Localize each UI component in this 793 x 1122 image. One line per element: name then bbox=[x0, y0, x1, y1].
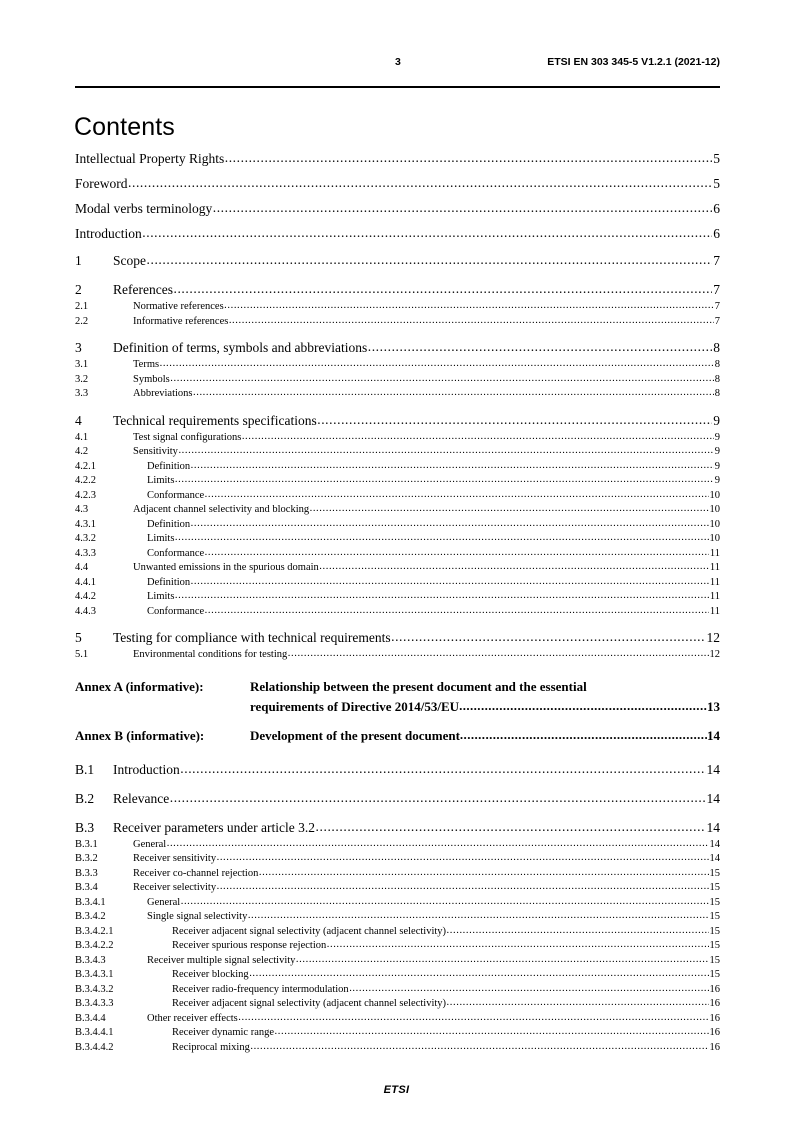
toc-entry-label: Receiver dynamic range bbox=[172, 1027, 275, 1038]
toc-entry-number: 1 bbox=[75, 253, 82, 268]
toc-entry-label: Limits bbox=[147, 591, 175, 602]
toc-annex-entry[interactable] bbox=[75, 677, 720, 717]
toc-entry[interactable] bbox=[75, 300, 720, 315]
toc-entry-number: 5 bbox=[75, 630, 82, 645]
toc-dot-leader bbox=[217, 880, 709, 895]
toc-entry[interactable] bbox=[75, 1012, 720, 1027]
toc-entry-page: 9 bbox=[714, 475, 720, 486]
toc-entry-page: 14 bbox=[709, 838, 720, 850]
toc-entry[interactable] bbox=[75, 789, 720, 809]
toc-entry-page: 11 bbox=[709, 576, 720, 588]
toc-annex-title-line bbox=[250, 677, 720, 697]
toc-dot-leader bbox=[147, 250, 713, 270]
toc-dot-leader bbox=[193, 386, 714, 401]
toc-entry[interactable] bbox=[75, 867, 720, 882]
toc-dot-leader bbox=[259, 866, 709, 881]
toc-dot-leader bbox=[167, 837, 709, 852]
toc-entry-label: Definition bbox=[147, 518, 191, 530]
toc-entry-page: 10 bbox=[709, 504, 720, 515]
toc-entry-number: 2.1 bbox=[75, 301, 89, 312]
toc-entry[interactable] bbox=[75, 503, 720, 518]
toc-entry-number: 3.1 bbox=[75, 359, 89, 370]
toc-annex-title-text: Development of the present document bbox=[250, 727, 460, 743]
toc-entry-page: 9 bbox=[714, 460, 720, 472]
toc-entry-number: B.3.4.3.1 bbox=[75, 969, 114, 980]
toc-entry-label: Receiver multiple signal selectivity bbox=[147, 954, 296, 966]
toc-entry-label: Adjacent channel selectivity and blocking bbox=[133, 504, 310, 515]
toc-entry-number: 2 bbox=[75, 282, 82, 297]
toc-entry[interactable] bbox=[75, 852, 720, 867]
toc-entry-label: Environmental conditions for testing bbox=[133, 649, 288, 660]
toc-entry[interactable] bbox=[75, 760, 720, 780]
toc-entry-number: B.1 bbox=[75, 761, 95, 777]
toc-entry-label: Receiver sensitivity bbox=[133, 853, 217, 864]
toc-dot-leader bbox=[249, 967, 708, 982]
toc-spacer bbox=[75, 663, 720, 677]
toc-entry-number: 4.1 bbox=[75, 431, 89, 443]
toc-dot-leader bbox=[288, 647, 709, 662]
toc-entry-number: B.3 bbox=[75, 819, 95, 835]
toc-dot-leader bbox=[175, 589, 709, 604]
page-title: Contents bbox=[74, 112, 175, 141]
toc-entry-label: Conformance bbox=[147, 605, 205, 617]
toc-entry-page: 15 bbox=[709, 867, 720, 879]
toc-entry-page: 7 bbox=[713, 253, 720, 268]
toc-entry-number: 4.4 bbox=[75, 562, 89, 573]
toc-entry-label: Receiver blocking bbox=[172, 969, 249, 980]
toc-annex-entry[interactable] bbox=[75, 726, 720, 746]
toc-entry-label: General bbox=[147, 896, 181, 908]
toc-dot-leader bbox=[170, 372, 713, 387]
toc-entry[interactable] bbox=[75, 590, 720, 605]
toc-dot-leader bbox=[275, 1025, 709, 1040]
toc-entry-page: 6 bbox=[713, 201, 720, 216]
toc-dot-leader bbox=[224, 299, 714, 314]
toc-entry[interactable] bbox=[75, 1026, 720, 1041]
toc-entry-page: 16 bbox=[709, 1012, 720, 1024]
toc-entry-label: Introduction bbox=[113, 761, 180, 777]
toc-entry[interactable] bbox=[75, 576, 720, 591]
toc-annex-title-text: Relationship between the present document and the essential bbox=[250, 678, 587, 694]
toc-entry[interactable] bbox=[75, 925, 720, 940]
toc-entry-page: 15 bbox=[709, 954, 720, 966]
toc-entry-page: 10 bbox=[709, 533, 720, 544]
toc-entry-number: B.3.3 bbox=[75, 867, 98, 879]
toc-entry-label: Receiver co-channel rejection bbox=[133, 867, 259, 879]
toc-entry-page: 9 bbox=[714, 431, 720, 443]
toc-entry-label: Receiver spurious response rejection bbox=[172, 940, 327, 951]
toc-entry-page: 15 bbox=[709, 882, 720, 893]
toc-dot-leader bbox=[160, 357, 714, 372]
toc-entry-page: 16 bbox=[709, 1027, 720, 1038]
toc-dot-leader bbox=[316, 817, 706, 837]
toc-entry-label: Unwanted emissions in the spurious domain bbox=[133, 562, 319, 573]
toc-annex-title-line bbox=[250, 726, 720, 746]
toc-entry-label: General bbox=[133, 838, 167, 850]
toc-entry-page: 13 bbox=[707, 698, 720, 714]
toc-entry[interactable] bbox=[75, 818, 720, 838]
toc-entry-label: Conformance bbox=[147, 489, 205, 501]
page-header bbox=[75, 56, 720, 74]
toc-dot-leader bbox=[225, 145, 713, 170]
toc-entry-label: References bbox=[113, 282, 173, 297]
toc-entry-label: Symbols bbox=[133, 373, 170, 385]
toc-entry[interactable] bbox=[75, 896, 720, 911]
toc-entry-page: 16 bbox=[709, 983, 720, 995]
toc-entry-label: Receiver radio-frequency intermodulation bbox=[172, 983, 349, 995]
toc-entry-number: 5.1 bbox=[75, 649, 89, 660]
toc-entry-label: Relevance bbox=[113, 790, 170, 806]
toc-entry[interactable] bbox=[75, 954, 720, 969]
toc-annex-label: Annex A (informative): bbox=[75, 678, 204, 694]
toc-entry-page: 14 bbox=[706, 761, 720, 777]
toc-entry-number: 4.3.3 bbox=[75, 547, 96, 559]
toc-entry-label: Terms bbox=[133, 359, 160, 370]
toc-dot-leader bbox=[213, 195, 713, 220]
toc-dot-leader bbox=[180, 759, 705, 779]
toc-entry[interactable] bbox=[75, 431, 720, 446]
toc-entry-page: 11 bbox=[709, 591, 720, 602]
toc-entry[interactable] bbox=[75, 518, 720, 533]
toc-dot-leader bbox=[296, 953, 709, 968]
toc-entry[interactable] bbox=[75, 489, 720, 504]
toc-entry-label: Reciprocal mixing bbox=[172, 1041, 250, 1053]
toc-entry-page: 8 bbox=[714, 373, 720, 385]
toc-entry-label: Technical requirements specifications bbox=[113, 412, 317, 428]
toc-entry-page: 11 bbox=[709, 605, 720, 617]
toc-dot-leader bbox=[205, 488, 709, 503]
toc-entry-label: Receiver parameters under article 3.2 bbox=[113, 819, 316, 835]
toc-annex-label: Annex B (informative): bbox=[75, 727, 205, 743]
toc-entry-number: B.3.4.4.1 bbox=[75, 1027, 114, 1038]
toc-annex-title bbox=[250, 726, 720, 746]
toc-entry[interactable] bbox=[75, 411, 720, 431]
page-number-folio: 3 bbox=[395, 56, 401, 68]
toc-entry-number: B.3.4.2.2 bbox=[75, 940, 114, 951]
toc-dot-leader bbox=[175, 531, 709, 546]
toc-entry[interactable] bbox=[75, 605, 720, 620]
toc-entry-label: Limits bbox=[147, 475, 175, 486]
toc-entry-number: 4.2.1 bbox=[75, 460, 96, 472]
toc-entry[interactable] bbox=[75, 968, 720, 983]
toc-dot-leader bbox=[217, 851, 709, 866]
toc-dot-leader bbox=[368, 337, 713, 357]
toc-entry-number: 3.3 bbox=[75, 388, 89, 399]
toc-entry-label: Receiver selectivity bbox=[133, 882, 217, 893]
toc-dot-leader bbox=[238, 1011, 708, 1026]
toc-entry-page: 16 bbox=[709, 998, 720, 1009]
toc-entry-label: Scope bbox=[113, 253, 146, 268]
toc-dot-leader bbox=[319, 560, 709, 575]
toc-entry-page: 15 bbox=[709, 911, 720, 922]
toc-entry-number: B.3.4.4.2 bbox=[75, 1041, 114, 1053]
toc-entry[interactable] bbox=[75, 196, 720, 221]
toc-entry-label: Test signal configurations bbox=[133, 431, 242, 443]
toc-entry-number: B.3.4.4 bbox=[75, 1012, 106, 1024]
toc-dot-leader bbox=[460, 725, 707, 745]
toc-entry[interactable] bbox=[75, 997, 720, 1012]
toc-entry-label: Receiver adjacent signal selectivity (adjacent channel selectivity) bbox=[172, 925, 447, 937]
toc-dot-leader bbox=[349, 982, 708, 997]
toc-spacer bbox=[75, 746, 720, 760]
toc-entry-label: Definition of terms, symbols and abbreviations bbox=[113, 340, 368, 355]
toc-entry-page: 8 bbox=[713, 340, 720, 355]
toc-entry-page: 5 bbox=[713, 151, 720, 166]
toc-entry-label: Abbreviations bbox=[133, 388, 193, 399]
toc-entry-number: 4.3.1 bbox=[75, 518, 96, 530]
toc-entry-number: B.3.4 bbox=[75, 882, 98, 893]
toc-entry-label: Sensitivity bbox=[133, 446, 178, 457]
toc-entry-page: 7 bbox=[713, 282, 720, 297]
toc-entry-number: 4.2 bbox=[75, 446, 89, 457]
toc-entry-label: Receiver adjacent signal selectivity (adjacent channel selectivity) bbox=[172, 998, 447, 1009]
toc-entry-number: 4.3 bbox=[75, 504, 89, 515]
toc-entry[interactable] bbox=[75, 338, 720, 358]
toc-entry-label: Single signal selectivity bbox=[147, 911, 248, 922]
toc-entry[interactable] bbox=[75, 387, 720, 402]
toc-entry-number: B.3.4.3 bbox=[75, 954, 106, 966]
toc-entry-number: 2.2 bbox=[75, 315, 89, 327]
toc-entry-page: 16 bbox=[709, 1041, 720, 1053]
toc-entry[interactable] bbox=[75, 628, 720, 648]
toc-entry[interactable] bbox=[75, 373, 720, 388]
toc-entry-label: Testing for compliance with technical requirements bbox=[113, 630, 391, 645]
toc-entry[interactable] bbox=[75, 1041, 720, 1056]
toc-entry-number: B.3.4.2 bbox=[75, 911, 106, 922]
toc-entry-label: Foreword bbox=[75, 176, 128, 191]
toc-entry[interactable] bbox=[75, 881, 720, 896]
toc-dot-leader bbox=[229, 314, 714, 329]
toc-entry[interactable] bbox=[75, 280, 720, 300]
toc-dot-leader bbox=[248, 909, 709, 924]
toc-entry[interactable] bbox=[75, 561, 720, 576]
toc-dot-leader bbox=[447, 996, 709, 1011]
toc-dot-leader bbox=[191, 575, 709, 590]
toc-dot-leader bbox=[175, 473, 714, 488]
toc-entry[interactable] bbox=[75, 532, 720, 547]
toc-entry-page: 15 bbox=[709, 969, 720, 980]
toc-entry-label: Intellectual Property Rights bbox=[75, 151, 225, 166]
toc-entry[interactable] bbox=[75, 983, 720, 998]
toc-entry-label: Other receiver effects bbox=[147, 1012, 238, 1024]
toc-dot-leader bbox=[128, 170, 712, 195]
toc-entry[interactable] bbox=[75, 474, 720, 489]
toc-annex-title-text: requirements of Directive 2014/53/EU bbox=[250, 698, 460, 714]
toc-entry[interactable] bbox=[75, 547, 720, 562]
toc-entry[interactable] bbox=[75, 910, 720, 925]
toc-entry-page: 9 bbox=[714, 446, 720, 457]
toc-entry[interactable] bbox=[75, 251, 720, 271]
toc-entry-number: B.3.2 bbox=[75, 853, 98, 864]
toc-dot-leader bbox=[327, 938, 709, 953]
table-of-contents bbox=[75, 146, 720, 1055]
toc-entry-label: Limits bbox=[147, 533, 175, 544]
toc-entry-number: B.2 bbox=[75, 790, 95, 806]
toc-entry[interactable] bbox=[75, 445, 720, 460]
toc-entry-number: B.3.4.2.1 bbox=[75, 925, 114, 937]
toc-entry[interactable] bbox=[75, 838, 720, 853]
toc-entry-number: 4.2.2 bbox=[75, 475, 96, 486]
toc-entry[interactable] bbox=[75, 171, 720, 196]
toc-entry-page: 15 bbox=[709, 925, 720, 937]
toc-entry-number: 4.4.1 bbox=[75, 576, 96, 588]
toc-dot-leader bbox=[181, 895, 709, 910]
toc-entry-page: 11 bbox=[709, 547, 720, 559]
document-identifier: ETSI EN 303 345-5 V1.2.1 (2021-12) bbox=[547, 56, 720, 68]
toc-entry-page: 8 bbox=[714, 359, 720, 370]
toc-entry-page: 7 bbox=[714, 301, 720, 312]
toc-entry-page: 15 bbox=[709, 940, 720, 951]
toc-dot-leader bbox=[191, 459, 714, 474]
toc-entry-page: 14 bbox=[709, 853, 720, 864]
toc-entry-number: 4.3.2 bbox=[75, 533, 96, 544]
toc-entry-page: 15 bbox=[709, 896, 720, 908]
toc-dot-leader bbox=[391, 627, 705, 647]
toc-dot-leader bbox=[178, 444, 713, 459]
toc-entry-page: 12 bbox=[706, 630, 720, 645]
toc-entry-page: 14 bbox=[706, 790, 720, 806]
toc-entry-page: 12 bbox=[709, 649, 720, 660]
toc-entry-number: 4.2.3 bbox=[75, 489, 96, 501]
toc-entry-number: 4 bbox=[75, 412, 82, 428]
toc-entry-number: B.3.1 bbox=[75, 838, 98, 850]
toc-entry[interactable] bbox=[75, 648, 720, 663]
toc-dot-leader bbox=[459, 696, 707, 716]
header-divider bbox=[75, 86, 720, 88]
toc-dot-leader bbox=[205, 546, 709, 561]
toc-entry-page: 14 bbox=[706, 819, 720, 835]
toc-entry-label: Normative references bbox=[133, 301, 224, 312]
toc-dot-leader bbox=[317, 410, 712, 430]
toc-entry-number: B.3.4.3.2 bbox=[75, 983, 114, 995]
toc-entry[interactable] bbox=[75, 221, 720, 246]
toc-dot-leader bbox=[170, 788, 706, 808]
toc-dot-leader bbox=[250, 1040, 708, 1055]
toc-entry-page: 6 bbox=[713, 226, 720, 241]
toc-dot-leader bbox=[173, 279, 712, 299]
toc-entry-page: 8 bbox=[714, 388, 720, 399]
toc-entry-page: 14 bbox=[707, 727, 720, 743]
toc-entry-number: 3 bbox=[75, 340, 82, 355]
toc-entry-page: 5 bbox=[713, 176, 720, 191]
toc-entry[interactable] bbox=[75, 460, 720, 475]
toc-dot-leader bbox=[447, 924, 709, 939]
toc-entry-label: Introduction bbox=[75, 226, 142, 241]
toc-annex-title bbox=[250, 677, 720, 717]
toc-entry-page: 11 bbox=[709, 562, 720, 573]
toc-entry-number: 4.4.2 bbox=[75, 591, 96, 602]
toc-entry-label: Conformance bbox=[147, 547, 205, 559]
toc-dot-leader bbox=[310, 502, 709, 517]
toc-entry-page: 10 bbox=[709, 489, 720, 501]
toc-entry-label: Informative references bbox=[133, 315, 229, 327]
toc-entry-label: Definition bbox=[147, 576, 191, 588]
toc-entry[interactable] bbox=[75, 939, 720, 954]
toc-entry-number: B.3.4.1 bbox=[75, 896, 106, 908]
toc-entry-page: 10 bbox=[709, 518, 720, 530]
toc-dot-leader bbox=[142, 220, 712, 245]
toc-entry-label: Definition bbox=[147, 460, 191, 472]
toc-dot-leader bbox=[205, 604, 709, 619]
toc-entry[interactable] bbox=[75, 315, 720, 330]
toc-entry-label: Modal verbs terminology bbox=[75, 201, 213, 216]
toc-dot-leader bbox=[191, 517, 709, 532]
toc-entry-number: B.3.4.3.3 bbox=[75, 998, 114, 1009]
toc-dot-leader bbox=[242, 430, 714, 445]
toc-entry-number: 3.2 bbox=[75, 373, 89, 385]
toc-annex-title-line bbox=[250, 697, 720, 717]
toc-entry-page: 7 bbox=[714, 315, 720, 327]
toc-entry[interactable] bbox=[75, 358, 720, 373]
page-footer: ETSI bbox=[383, 1084, 410, 1096]
toc-entry-number: 4.4.3 bbox=[75, 605, 96, 617]
toc-entry-page: 9 bbox=[713, 412, 720, 428]
toc-entry[interactable] bbox=[75, 146, 720, 171]
